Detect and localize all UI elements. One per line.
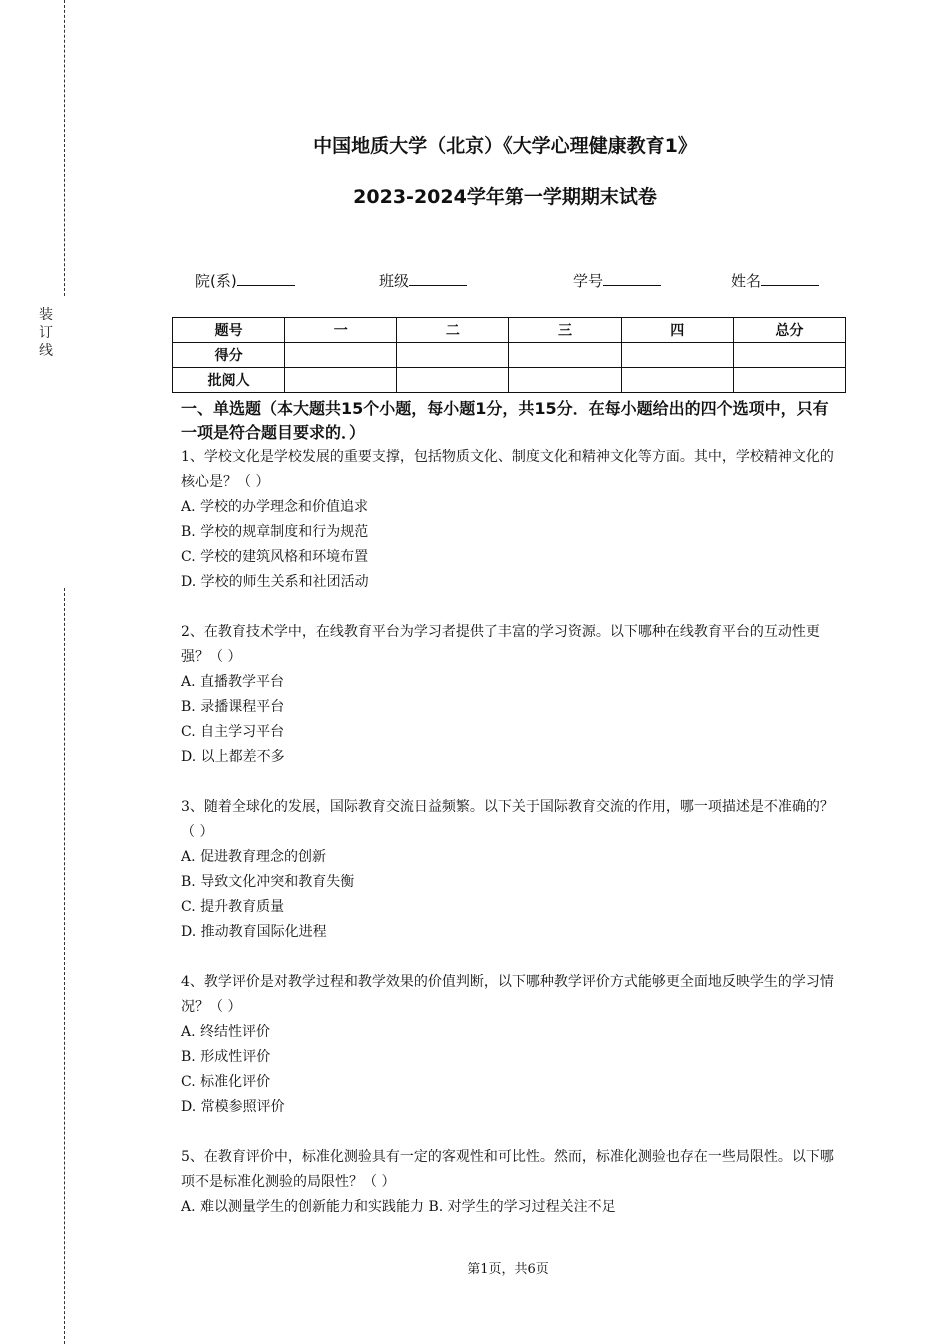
score-table-row-question-no	[173, 318, 846, 343]
question-1	[181, 445, 841, 595]
question-option: C. 标准化评价	[181, 1074, 271, 1090]
info-label: 学号	[573, 272, 604, 290]
grader-cell[interactable]	[397, 368, 509, 393]
grader-cell[interactable]	[509, 368, 621, 393]
info-label: 姓名	[731, 272, 762, 290]
question-stem: 5、在教育评价中，标准化测验具有一定的客观性和可比性。然而，标准化测验也存在一些局限性。以下哪项不是标准化测验的局限性？（ ）	[181, 1149, 834, 1190]
question-option: A. 直播教学平台	[181, 674, 285, 690]
question-option: B. 形成性评价	[181, 1049, 271, 1065]
grader-cell[interactable]	[733, 368, 845, 393]
row-label: 批阅人	[173, 368, 285, 393]
question-stem: 1、学校文化是学校发展的重要支撑，包括物质文化、制度文化和精神文化等方面。其中，学校精神文化的核心是？（ ）	[181, 449, 834, 490]
grader-cell[interactable]	[285, 368, 397, 393]
question-stem: 4、教学评价是对教学过程和教学效果的价值判断，以下哪种教学评价方式能够更全面地反映学生的学习情况？（ ）	[181, 974, 834, 1015]
question-option: C. 学校的建筑风格和环境布置	[181, 549, 369, 565]
exam-title: 中国地质大学（北京）《大学心理健康教育1》	[313, 135, 697, 157]
score-cell[interactable]	[733, 343, 845, 368]
score-cell[interactable]	[621, 343, 733, 368]
exam-content	[181, 397, 841, 1220]
binding-char: 订	[39, 325, 53, 341]
info-blank[interactable]	[761, 271, 819, 286]
column-header: 二	[397, 318, 509, 343]
info-label: 班级	[379, 272, 410, 290]
question-option: D. 以上都差不多	[181, 749, 285, 765]
info-field-student-id	[573, 270, 661, 291]
score-cell[interactable]	[285, 343, 397, 368]
score-table	[172, 317, 846, 393]
info-blank[interactable]	[603, 271, 661, 286]
question-stem: 3、随着全球化的发展，国际教育交流日益频繁。以下关于国际教育交流的作用，哪一项描述是不准确的？（ ）	[181, 799, 834, 840]
score-cell[interactable]	[509, 343, 621, 368]
grader-cell[interactable]	[621, 368, 733, 393]
page-number: 第1页，共6页	[467, 1262, 549, 1277]
binding-char: 线	[39, 343, 53, 359]
question-2	[181, 620, 841, 770]
question-option: B. 导致文化冲突和教育失衡	[181, 874, 355, 890]
score-cell[interactable]	[397, 343, 509, 368]
info-field-class	[379, 270, 467, 291]
binding-char: 装	[39, 307, 53, 323]
question-3	[181, 795, 841, 945]
question-option: A. 难以测量学生的创新能力和实践能力 B. 对学生的学习过程关注不足	[181, 1199, 616, 1215]
score-table-row-grader	[173, 368, 846, 393]
info-blank[interactable]	[237, 271, 295, 286]
question-option: C. 自主学习平台	[181, 724, 285, 740]
info-field-name	[731, 270, 819, 291]
question-5	[181, 1145, 841, 1220]
section-heading: 一、单选题（本大题共15个小题，每小题1分，共15分．在每小题给出的四个选项中，只有一项是符合题目要求的．）	[181, 399, 829, 442]
column-header: 总分	[733, 318, 845, 343]
question-option: B. 学校的规章制度和行为规范	[181, 524, 369, 540]
question-option: D. 推动教育国际化进程	[181, 924, 327, 940]
exam-subtitle: 2023-2024学年第一学期期末试卷	[353, 186, 657, 208]
question-option: A. 促进教育理念的创新	[181, 849, 327, 865]
question-option: C. 提升教育质量	[181, 899, 285, 915]
row-label: 题号	[173, 318, 285, 343]
question-stem: 2、在教育技术学中，在线教育平台为学习者提供了丰富的学习资源。以下哪种在线教育平台的互动性更强？（ ）	[181, 624, 820, 665]
question-option: D. 常模参照评价	[181, 1099, 285, 1115]
info-field-department	[195, 270, 295, 291]
info-blank[interactable]	[409, 271, 467, 286]
question-option: D. 学校的师生关系和社团活动	[181, 574, 369, 590]
score-table-row-score	[173, 343, 846, 368]
question-option: A. 终结性评价	[181, 1024, 271, 1040]
binding-line-label	[36, 306, 56, 360]
column-header: 三	[509, 318, 621, 343]
question-option: A. 学校的办学理念和价值追求	[181, 499, 369, 515]
column-header: 一	[285, 318, 397, 343]
row-label: 得分	[173, 343, 285, 368]
binding-dashed-line-bottom	[64, 588, 65, 1344]
column-header: 四	[621, 318, 733, 343]
question-4	[181, 970, 841, 1120]
info-label: 院(系)	[195, 272, 237, 290]
question-option: B. 录播课程平台	[181, 699, 285, 715]
